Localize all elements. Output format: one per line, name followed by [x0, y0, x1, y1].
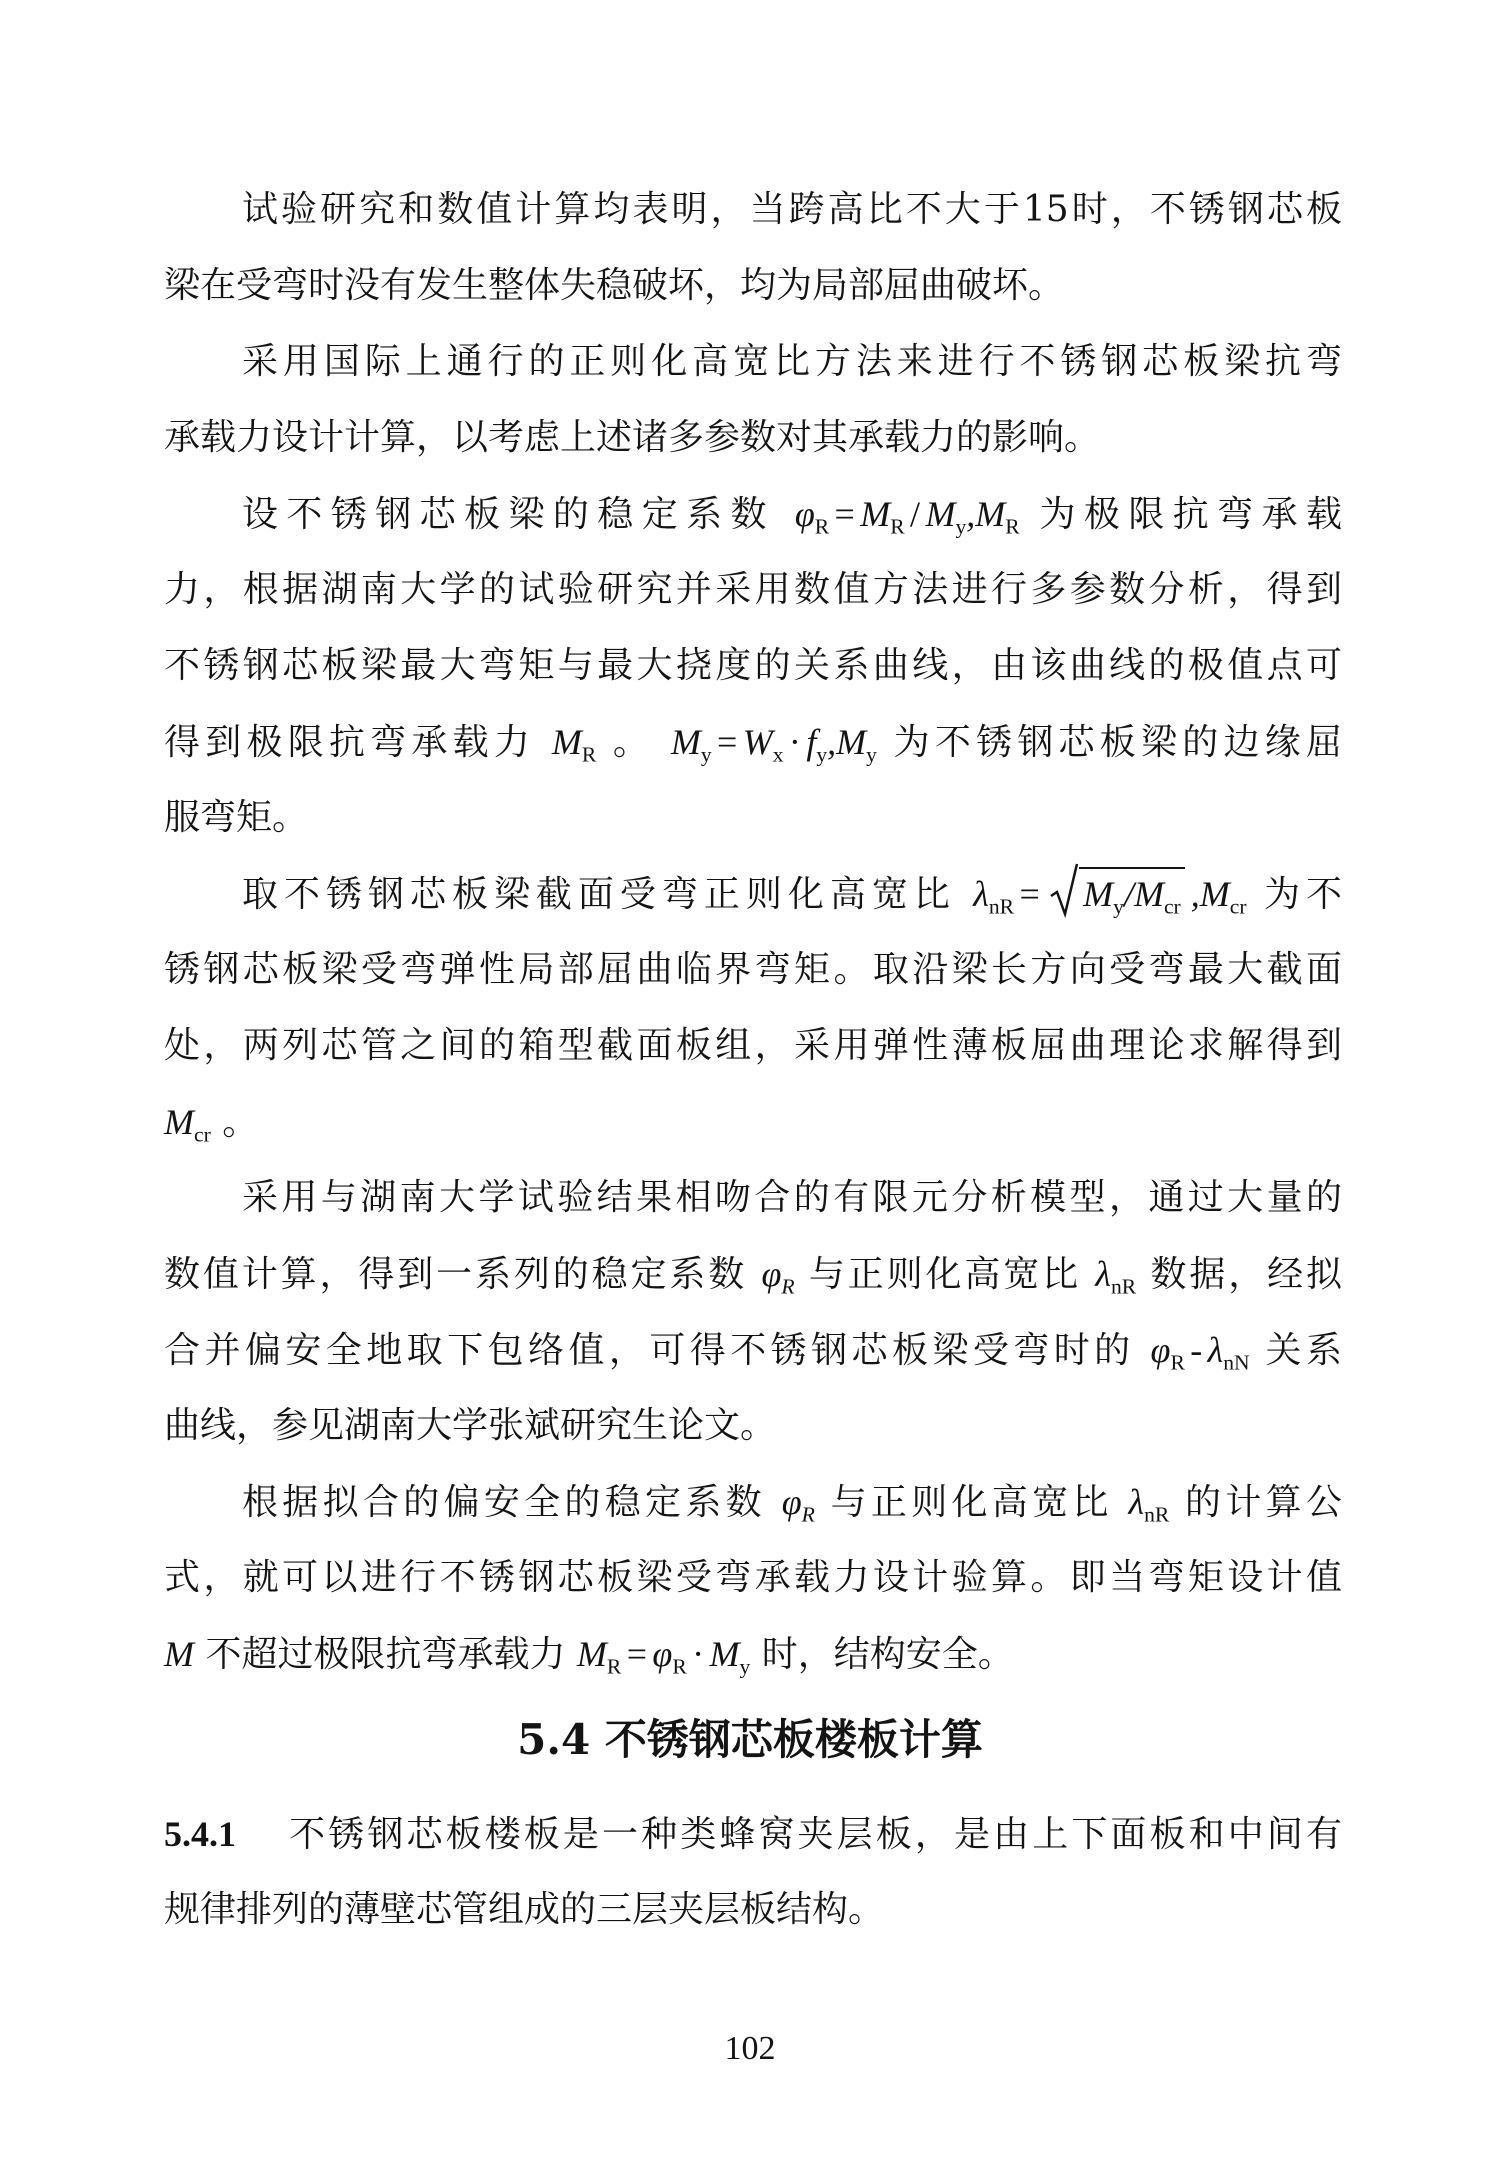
paragraph-3-text: 设不锈钢芯板梁的稳定系数: [242, 494, 775, 535]
radical-sign-icon: [1049, 862, 1079, 918]
paragraph-3-line-5: 服弯矩。: [164, 797, 309, 838]
paragraph-2-line-1: 采用国际上通行的正则化高宽比方法来进行不锈钢芯板梁抗弯: [242, 341, 1342, 382]
formula-lambda-nr: $\lambda_{nR}$: [1095, 1254, 1137, 1299]
formula-phi-r: $\varphi_R$: [781, 1482, 815, 1527]
paragraph-3-text: 为不锈钢芯板梁的边缘屈: [893, 722, 1342, 763]
paragraph-6-text: 根据拟合的偏安全的稳定系数: [242, 1482, 766, 1523]
clause-number: 5.4.1: [164, 1814, 236, 1854]
paragraph-4-line-4: [164, 1084, 1342, 1160]
formula-phi-r: $\varphi_R$: [761, 1254, 795, 1299]
paragraph-5-text: 与正则化高宽比: [808, 1254, 1082, 1295]
formula-yield-moment: $M_y = W_x \cdot f_y,M_y$: [670, 722, 877, 767]
paragraph-6-text: 的计算公: [1185, 1482, 1342, 1523]
paragraph-5-text: 数值计算，得到一系列的稳定系数: [164, 1254, 748, 1295]
paragraph-6-line-3: [164, 1616, 1342, 1692]
paragraph-1-line-2: 梁在受弯时没有发生整体失稳破坏，均为局部屈曲破坏。: [164, 265, 1065, 306]
paragraph-4-text: 。: [222, 1102, 259, 1143]
paragraph-2-line-2: 承载力设计计算，以考虑上述诸多参数对其承载力的影响。: [164, 417, 1101, 458]
paragraph-5-line-3: [164, 1312, 1342, 1388]
formula-critical-moment: $M_{cr}$: [164, 1102, 211, 1147]
paragraph-3-text: 为极限抗弯承载: [1039, 494, 1342, 535]
paragraph-6-line-2: 式，就可以进行不锈钢芯板梁受弯承载力设计验算。即当弯矩设计值: [164, 1557, 1342, 1598]
paragraph-5-text: 合并偏安全地取下包络值，可得不锈钢芯板梁受弯时的: [164, 1330, 1135, 1371]
formula-design-moment: M: [164, 1634, 194, 1674]
paragraph-6-text: 与正则化高宽比: [830, 1482, 1113, 1523]
formula-safety-check: $M_R = \varphi_R \cdot M_y$: [576, 1634, 751, 1679]
formula-ultimate-moment: $M_R$: [551, 722, 597, 767]
paragraph-3-line-1: [242, 476, 1342, 552]
paragraph-3-line-2: 力，根据湖南大学的试验研究并采用数值方法进行多参数分析，得到: [164, 569, 1342, 610]
paragraph-6-text: 时，结构安全。: [761, 1634, 1014, 1675]
formula-phi-lambda-curve: $\varphi_R - \lambda_{nN}$: [1150, 1330, 1250, 1375]
paragraph-3-line-4: [164, 704, 1342, 780]
formula-normalized-ratio: $\lambda_{nR}$ = $M_y/M_{cr}$ $,M_{cr}$: [973, 874, 1246, 914]
paragraph-7-line-1: [164, 1796, 1342, 1872]
formula-stability-coefficient: $\varphi_R = M_R / M_y,M_R$: [794, 494, 1020, 539]
paragraph-4-line-1: [242, 856, 1342, 932]
paragraph-4-text: 为不: [1263, 874, 1342, 915]
paragraph-5-line-2: [164, 1236, 1342, 1312]
paragraph-5-text: 关系: [1265, 1330, 1342, 1371]
paragraph-3-line-3: 不锈钢芯板梁最大弯矩与最大挠度的关系曲线，由该曲线的极值点可: [164, 645, 1342, 686]
paragraph-6-text: 不超过极限抗弯承载力: [205, 1634, 566, 1675]
paragraph-5-line-1: 采用与湖南大学试验结果相吻合的有限元分析模型，通过大量的: [242, 1177, 1342, 1218]
paragraph-7-text: 不锈钢芯板楼板是一种类蜂窝夹层板，是由上下面板和中间有: [289, 1814, 1342, 1855]
paragraph-5-text: 数据，经拟: [1150, 1254, 1342, 1295]
formula-lambda-nr: $\lambda_{nR}$: [1128, 1482, 1170, 1527]
paragraph-6-line-1: [242, 1464, 1342, 1540]
paragraph-4-line-3: 处，两列芯管之间的箱型截面板组，采用弹性薄板屈曲理论求解得到: [164, 1025, 1342, 1066]
paragraph-5-line-4: 曲线，参见湖南大学张斌研究生论文。: [164, 1405, 777, 1446]
page-number: 102: [724, 2030, 776, 2067]
paragraph-4-line-2: 锈钢芯板梁受弯弹性局部屈曲临界弯矩。取沿梁长方向受弯最大截面: [164, 949, 1342, 990]
paragraph-3-text: 得到极限抗弯承载力: [164, 722, 536, 763]
paragraph-3-text: 。: [612, 722, 655, 763]
paragraph-1-line-1: 试验研究和数值计算均表明，当跨高比不大于15时，不锈钢芯板: [242, 189, 1342, 230]
paragraph-7-line-2: 规律排列的薄壁芯管组成的三层夹层板结构。: [164, 1889, 885, 1930]
paragraph-4-text: 取不锈钢芯板梁截面受弯正则化高宽比: [242, 874, 956, 915]
section-heading: 5.4 不锈钢芯板楼板计算: [517, 1715, 983, 1764]
square-root: $M_y/M_{cr}$: [1049, 856, 1191, 932]
